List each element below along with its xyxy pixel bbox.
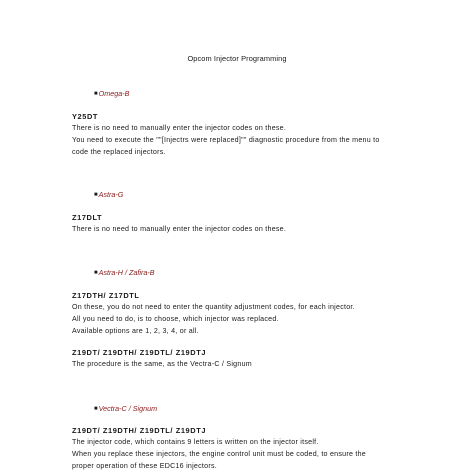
bullet-icon: ■ xyxy=(94,270,98,276)
section-bullet-astra-g xyxy=(94,190,123,199)
body-line: code the replaced injectors. xyxy=(72,148,166,156)
page-title: Opcom Injector Programming xyxy=(187,54,287,63)
body-line: There is no need to manually enter the injector codes on these. xyxy=(72,225,287,233)
section-bullet-vectra-c-signum xyxy=(94,404,157,413)
body-line: All you need to do, is to choose, which injector was replaced. xyxy=(72,315,279,323)
engine-heading-y25dt: Y25DT xyxy=(72,112,99,121)
section-bullet-omega-b xyxy=(94,89,129,98)
body-line: The injector code, which contains 9 letters is written on the injector itself. xyxy=(72,438,319,446)
engine-heading-z17dlt: Z17DLT xyxy=(72,213,103,222)
section-label: Astra-H / Zafira-B xyxy=(98,268,155,277)
section-label: Astra-G xyxy=(98,190,124,199)
engine-heading-z19dt: Z19DT/ Z19DTH/ Z19DTL/ Z19DTJ xyxy=(72,348,207,357)
section-label: Vectra-C / Signum xyxy=(98,404,158,413)
body-line: The procedure is the same, as the Vectra-C / Signum xyxy=(72,360,252,368)
engine-heading-z17dth: Z17DTH/ Z17DTL xyxy=(72,291,140,300)
body-line: You need to execute the ""[Injectrs were replaced]"" diagnostic procedure from the menu to xyxy=(72,136,380,144)
engine-heading-z19dt-vectra: Z19DT/ Z19DTH/ Z19DTL/ Z19DTJ xyxy=(72,426,207,435)
bullet-icon: ■ xyxy=(94,91,98,97)
body-line: proper operation of these EDC16 injectors. xyxy=(72,462,217,470)
body-line: When you replace these injectors, the engine control unit must be coded, to ensure the xyxy=(72,450,366,458)
bullet-icon: ■ xyxy=(94,406,98,412)
bullet-icon: ■ xyxy=(94,192,98,198)
body-line: There is no need to manually enter the injector codes on these. xyxy=(72,124,287,132)
body-line: On these, you do not need to enter the quantity adjustment codes, for each injector. xyxy=(72,303,355,311)
body-line: Available options are 1, 2, 3, 4, or all. xyxy=(72,327,199,335)
section-bullet-astra-h-zafira-b xyxy=(94,268,155,277)
section-label: Omega-B xyxy=(98,89,130,98)
